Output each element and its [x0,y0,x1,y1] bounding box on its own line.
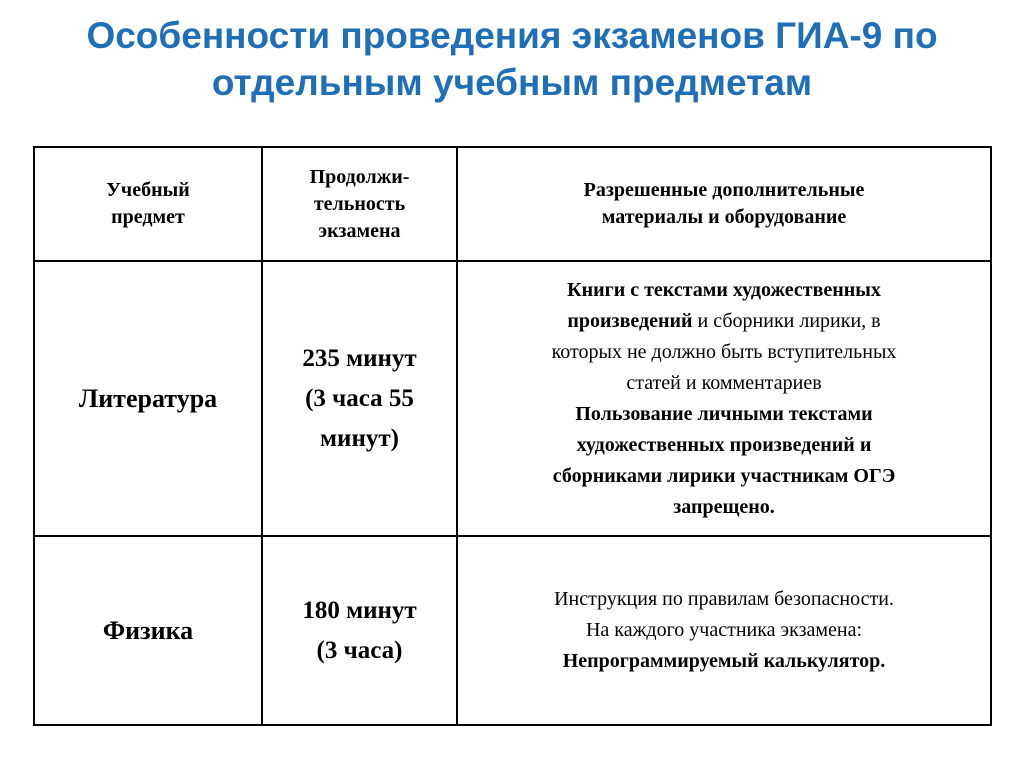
materials-regular-fragment: и сборники лирики, в [692,309,881,332]
subject-literature: Литература [34,261,262,536]
duration-line: 180 минут [302,596,417,624]
header-subject [34,147,262,261]
materials-line: статей и комментариев [626,371,822,394]
materials-line: запрещено. [673,495,775,518]
materials-physics [457,536,991,725]
header-duration [262,147,457,261]
header-subject-line: Учебный [106,179,190,201]
subject-physics: Физика [34,536,262,725]
materials-line: Непрограммируемый калькулятор. [562,650,886,672]
header-row [34,147,991,261]
header-duration-line: экзамена [318,219,401,242]
materials-literature [457,261,991,536]
duration-physics [262,536,457,725]
materials-line: Инструкция по правилам безопасности. [554,588,894,610]
materials-line: Пользование личными текстами [575,402,873,425]
page-title [0,12,1024,106]
duration-line: 235 минут [302,344,417,372]
header-materials-line: Разрешенные дополнительные [583,179,865,201]
header-subject-line: предмет [111,206,185,228]
table-row-physics [34,536,991,725]
header-materials-line: материалы и оборудование [601,206,847,228]
header-duration-line: тельность [313,192,406,215]
duration-line: (3 часа 55 [305,384,414,412]
header-duration-line: Продолжи- [309,165,410,188]
duration-literature [262,261,457,536]
header-materials [457,147,991,261]
materials-line: сборниками лирики участникам ОГЭ [552,464,896,487]
materials-bold-fragment: произведений [567,309,693,332]
materials-line: Книги с текстами художественных [567,278,881,301]
table-row-literature [34,261,991,536]
duration-line: (3 часа) [316,636,403,664]
page-title-line-1: Особенности проведения экзаменов ГИА-9 по [86,15,938,56]
materials-line: На каждого участника экзамена: [585,619,863,641]
materials-line [464,306,984,337]
duration-line: минут) [320,424,399,452]
materials-line: художественных произведений и [576,433,872,456]
materials-line: которых не должно быть вступительных [551,340,897,363]
exam-table [33,146,992,726]
page-title-line-2: отдельным учебным предметам [211,62,813,103]
